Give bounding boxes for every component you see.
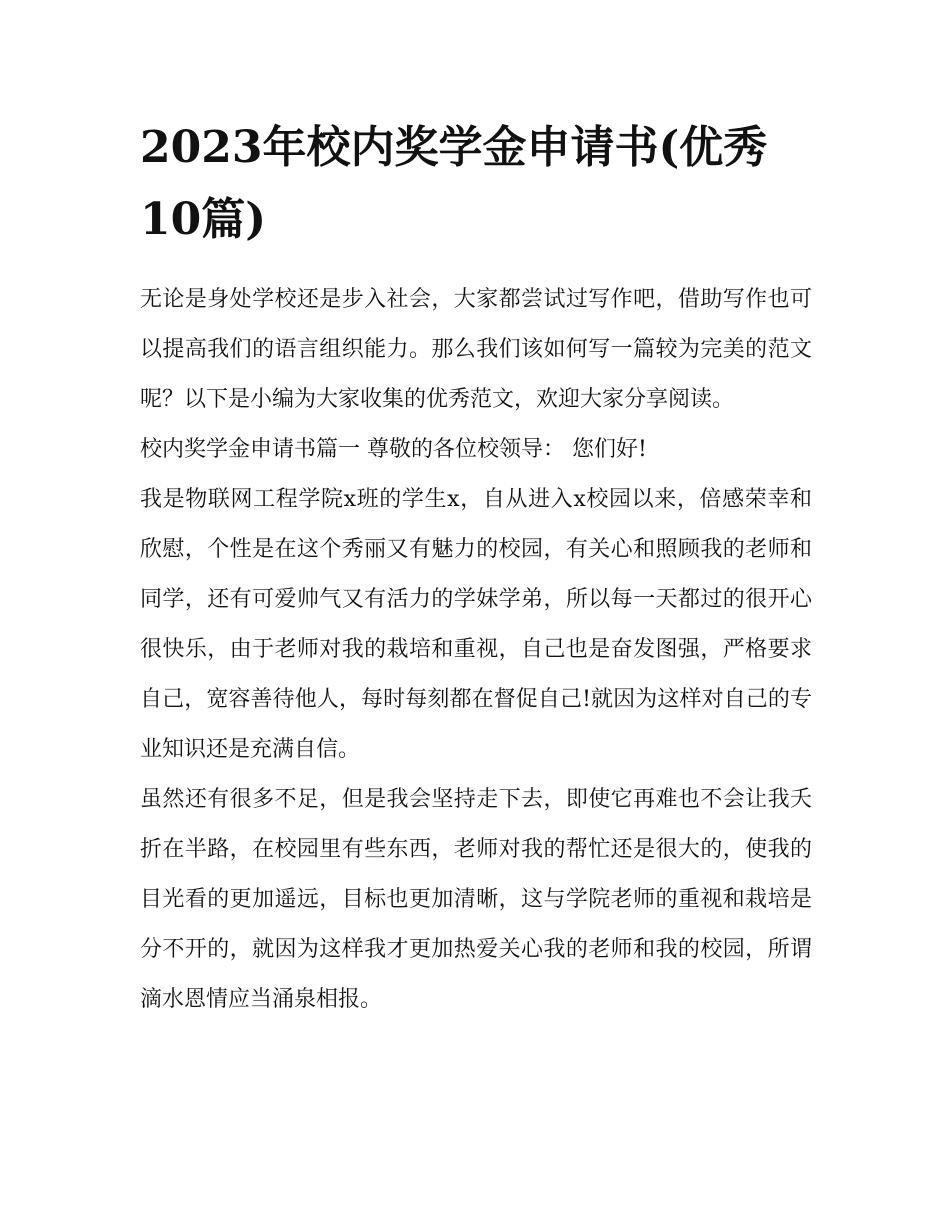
intro-paragraph: 无论是身处学校还是步入社会，大家都尝试过写作吧，借助写作也可以提高我们的语言组织能力。那么我们该如何写一篇较为完美的范文呢？以下是小编为大家收集的优秀范文，欢迎大家分享阅读。 <box>140 287 812 412</box>
document-title: 2023年校内奖学金申请书(优秀10篇) <box>140 122 768 245</box>
document-page <box>140 112 812 1025</box>
salutation-paragraph: 校内奖学金申请书篇一 尊敬的各位校领导： 您们好! <box>140 437 647 462</box>
body-paragraph: 我是物联网工程学院x班的学生x，自从进入x校园以来，倍感荣幸和欣慰，个性是在这个秀丽又有魅力的校园，有关心和照顾我的老师和同学，还有可爱帅气又有活力的学妹学弟，所以每一天都过的很开心很快乐，由于老师对我的栽培和重视，自己也是奋发图强，严格要求自己，宽容善待他人，每时每刻都在督促自己!就因为这样对自己的专业知识还是充满自信。 <box>140 487 812 762</box>
body-paragraph: 虽然还有很多不足，但是我会坚持走下去，即使它再难也不会让我夭折在半路，在校园里有些东西，老师对我的帮忙还是很大的，使我的目光看的更加遥远，目标也更加清晰，这与学院老师的重视和栽培是分不开的，就因为这样我才更加热爱关心我的老师和我的校园，所谓滴水恩情应当涌泉相报。 <box>140 787 812 1012</box>
